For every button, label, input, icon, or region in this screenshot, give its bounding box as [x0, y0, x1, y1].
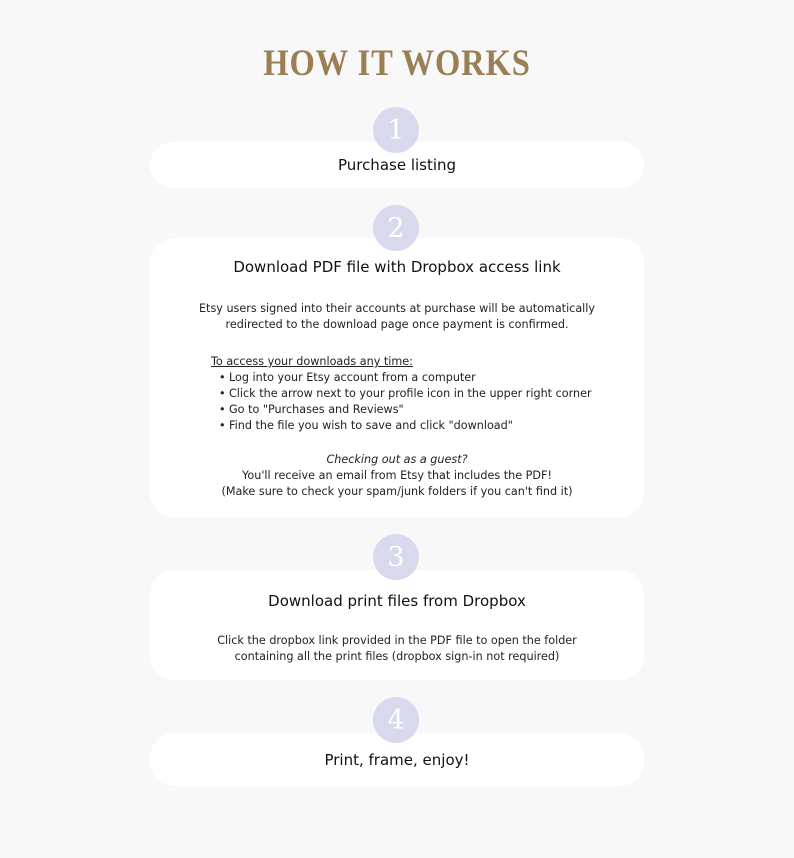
step-4-number-badge: 4 [373, 697, 419, 743]
page-title: HOW IT WORKS [263, 43, 531, 84]
list-item: • Go to "Purchases and Reviews" [229, 402, 644, 418]
step-1-title: Purchase listing [337, 156, 457, 174]
step-1-number-badge: 1 [373, 107, 419, 153]
step-3-description-line-2: containing all the print files (dropbox sign-in not required) [234, 650, 560, 663]
list-item: • Click the arrow next to your profile icon in the upper right corner [229, 386, 644, 402]
list-item: • Log into your Etsy account from a computer [229, 370, 644, 386]
step-2-title: Download PDF file with Dropbox access link [233, 258, 561, 276]
step-2-card [150, 238, 644, 517]
guest-checkout-line-2: (Make sure to check your spam/junk folders if you can't find it) [221, 485, 573, 498]
step-4-title: Print, frame, enjoy! [324, 751, 470, 769]
step-3-title: Download print files from Dropbox [268, 592, 526, 610]
step-3-card [150, 570, 644, 680]
step-3-description [150, 633, 644, 665]
access-downloads-label: To access your downloads any time: [211, 355, 413, 368]
step-3-number-badge: 3 [373, 534, 419, 580]
guest-checkout-note [150, 452, 644, 500]
step-2-intro [150, 301, 644, 333]
step-2-intro-line-2: redirected to the download page once payment is confirmed. [225, 318, 569, 331]
step-2-number-badge: 2 [373, 205, 419, 251]
guest-checkout-line-1: You'll receive an email from Etsy that includes the PDF! [242, 469, 552, 482]
list-item: • Find the file you wish to save and click "download" [229, 418, 644, 434]
step-3-description-line-1: Click the dropbox link provided in the PDF file to open the folder [217, 634, 577, 647]
guest-checkout-question: Checking out as a guest? [326, 453, 468, 466]
access-downloads-section [211, 354, 644, 434]
step-2-intro-line-1: Etsy users signed into their accounts at purchase will be automatically [198, 302, 596, 315]
access-downloads-list [211, 370, 644, 434]
